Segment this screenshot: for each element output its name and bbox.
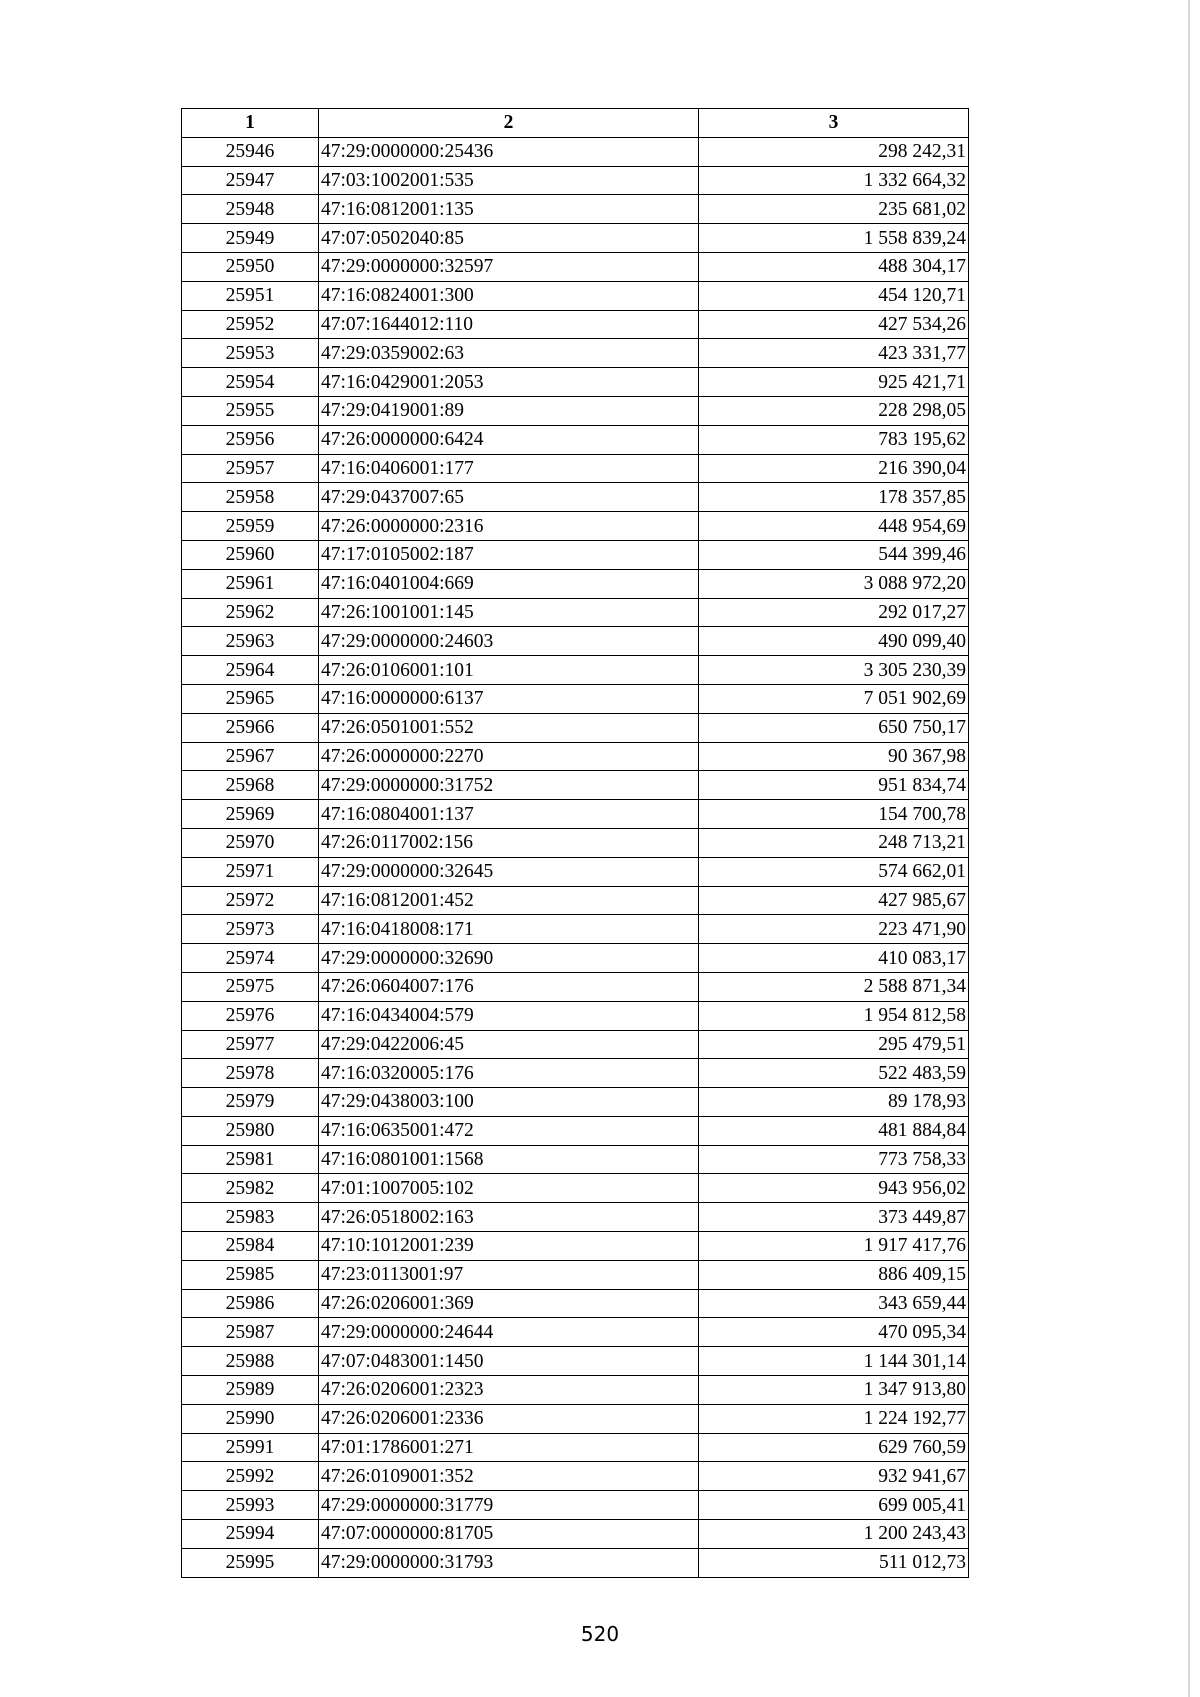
cadastral-number-cell: 47:10:1012001:239 (319, 1232, 699, 1261)
table-row (182, 310, 969, 339)
row-number-cell: 25973 (182, 915, 319, 944)
value-cell: 423 331,77 (699, 339, 969, 368)
row-number-cell: 25965 (182, 684, 319, 713)
row-number-cell: 25979 (182, 1088, 319, 1117)
table-body (182, 137, 969, 1577)
table-row (182, 1001, 969, 1030)
value-cell: 925 421,71 (699, 368, 969, 397)
table-row (182, 1376, 969, 1405)
cadastral-number-cell: 47:29:0000000:31793 (319, 1548, 699, 1577)
row-number-cell: 25974 (182, 944, 319, 973)
row-number-cell: 25957 (182, 454, 319, 483)
value-cell: 373 449,87 (699, 1203, 969, 1232)
row-number-cell: 25972 (182, 886, 319, 915)
value-cell: 292 017,27 (699, 598, 969, 627)
table-row (182, 224, 969, 253)
cadastral-number-cell: 47:29:0000000:24603 (319, 627, 699, 656)
row-number-cell: 25956 (182, 425, 319, 454)
cadastral-number-cell: 47:26:0206001:2336 (319, 1404, 699, 1433)
row-number-cell: 25980 (182, 1116, 319, 1145)
cadastral-number-cell: 47:16:0320005:176 (319, 1059, 699, 1088)
table-row (182, 1116, 969, 1145)
row-number-cell: 25978 (182, 1059, 319, 1088)
table-row (182, 771, 969, 800)
table-header (182, 109, 969, 138)
cadastral-number-cell: 47:16:0429001:2053 (319, 368, 699, 397)
table-row (182, 656, 969, 685)
row-number-cell: 25991 (182, 1433, 319, 1462)
row-number-cell: 25959 (182, 512, 319, 541)
value-cell: 3 088 972,20 (699, 569, 969, 598)
value-cell: 1 332 664,32 (699, 166, 969, 195)
value-cell: 481 884,84 (699, 1116, 969, 1145)
row-number-cell: 25951 (182, 281, 319, 310)
cadastral-number-cell: 47:03:1002001:535 (319, 166, 699, 195)
row-number-cell: 25950 (182, 252, 319, 281)
value-cell: 427 534,26 (699, 310, 969, 339)
cadastral-number-cell: 47:16:0804001:137 (319, 800, 699, 829)
row-number-cell: 25962 (182, 598, 319, 627)
row-number-cell: 25976 (182, 1001, 319, 1030)
value-cell: 223 471,90 (699, 915, 969, 944)
row-number-cell: 25983 (182, 1203, 319, 1232)
row-number-cell: 25989 (182, 1376, 319, 1405)
table-row (182, 857, 969, 886)
value-cell: 1 558 839,24 (699, 224, 969, 253)
row-number-cell: 25977 (182, 1030, 319, 1059)
cadastral-number-cell: 47:29:0359002:63 (319, 339, 699, 368)
table-row (182, 713, 969, 742)
column-header-2: 2 (319, 109, 699, 138)
table-row (182, 1030, 969, 1059)
value-cell: 427 985,67 (699, 886, 969, 915)
row-number-cell: 25993 (182, 1491, 319, 1520)
table-row (182, 1491, 969, 1520)
value-cell: 699 005,41 (699, 1491, 969, 1520)
table-row (182, 1548, 969, 1577)
cadastral-number-cell: 47:29:0000000:24644 (319, 1318, 699, 1347)
row-number-cell: 25960 (182, 540, 319, 569)
page-number: 520 (580, 1622, 620, 1646)
row-number-cell: 25992 (182, 1462, 319, 1491)
value-cell: 343 659,44 (699, 1289, 969, 1318)
cadastral-number-cell: 47:29:0000000:32645 (319, 857, 699, 886)
cadastral-number-cell: 47:26:0106001:101 (319, 656, 699, 685)
row-number-cell: 25969 (182, 800, 319, 829)
cadastral-number-cell: 47:07:1644012:110 (319, 310, 699, 339)
table-row (182, 1347, 969, 1376)
row-number-cell: 25946 (182, 137, 319, 166)
table-row (182, 944, 969, 973)
header-row (182, 109, 969, 138)
row-number-cell: 25971 (182, 857, 319, 886)
cadastral-number-cell: 47:07:0502040:85 (319, 224, 699, 253)
cadastral-number-cell: 47:17:0105002:187 (319, 540, 699, 569)
cadastral-number-cell: 47:16:0406001:177 (319, 454, 699, 483)
row-number-cell: 25970 (182, 828, 319, 857)
row-number-cell: 25963 (182, 627, 319, 656)
table-row (182, 828, 969, 857)
value-cell: 629 760,59 (699, 1433, 969, 1462)
table-row (182, 1174, 969, 1203)
value-cell: 454 120,71 (699, 281, 969, 310)
data-table (181, 108, 969, 1578)
table-row (182, 800, 969, 829)
value-cell: 2 588 871,34 (699, 972, 969, 1001)
table-row (182, 252, 969, 281)
row-number-cell: 25990 (182, 1404, 319, 1433)
value-cell: 248 713,21 (699, 828, 969, 857)
value-cell: 522 483,59 (699, 1059, 969, 1088)
cadastral-number-cell: 47:26:0000000:2316 (319, 512, 699, 541)
value-cell: 1 954 812,58 (699, 1001, 969, 1030)
cadastral-number-cell: 47:26:0117002:156 (319, 828, 699, 857)
cadastral-number-cell: 47:16:0000000:6137 (319, 684, 699, 713)
cadastral-number-cell: 47:16:0812001:135 (319, 195, 699, 224)
value-cell: 228 298,05 (699, 396, 969, 425)
value-cell: 178 357,85 (699, 483, 969, 512)
row-number-cell: 25985 (182, 1260, 319, 1289)
table-row (182, 1088, 969, 1117)
value-cell: 943 956,02 (699, 1174, 969, 1203)
value-cell: 650 750,17 (699, 713, 969, 742)
value-cell: 3 305 230,39 (699, 656, 969, 685)
row-number-cell: 25994 (182, 1520, 319, 1549)
value-cell: 490 099,40 (699, 627, 969, 656)
table-row (182, 972, 969, 1001)
cadastral-number-cell: 47:26:0206001:369 (319, 1289, 699, 1318)
row-number-cell: 25954 (182, 368, 319, 397)
table-row (182, 454, 969, 483)
value-cell: 511 012,73 (699, 1548, 969, 1577)
table-row (182, 137, 969, 166)
table-row (182, 886, 969, 915)
value-cell: 783 195,62 (699, 425, 969, 454)
table-row (182, 1059, 969, 1088)
cadastral-number-cell: 47:16:0824001:300 (319, 281, 699, 310)
table-row (182, 742, 969, 771)
value-cell: 90 367,98 (699, 742, 969, 771)
table-row (182, 396, 969, 425)
value-cell: 544 399,46 (699, 540, 969, 569)
row-number-cell: 25986 (182, 1289, 319, 1318)
value-cell: 773 758,33 (699, 1145, 969, 1174)
table-row (182, 512, 969, 541)
cadastral-number-cell: 47:26:0000000:2270 (319, 742, 699, 771)
table-row (182, 569, 969, 598)
table-row (182, 1433, 969, 1462)
value-cell: 932 941,67 (699, 1462, 969, 1491)
table-row (182, 339, 969, 368)
cadastral-number-cell: 47:23:0113001:97 (319, 1260, 699, 1289)
page-edge (1188, 0, 1190, 1697)
value-cell: 448 954,69 (699, 512, 969, 541)
table-row (182, 1289, 969, 1318)
row-number-cell: 25949 (182, 224, 319, 253)
value-cell: 574 662,01 (699, 857, 969, 886)
table-row (182, 425, 969, 454)
value-cell: 295 479,51 (699, 1030, 969, 1059)
cadastral-number-cell: 47:29:0419001:89 (319, 396, 699, 425)
cadastral-number-cell: 47:16:0418008:171 (319, 915, 699, 944)
value-cell: 298 242,31 (699, 137, 969, 166)
row-number-cell: 25987 (182, 1318, 319, 1347)
value-cell: 470 095,34 (699, 1318, 969, 1347)
cadastral-number-cell: 47:29:0437007:65 (319, 483, 699, 512)
row-number-cell: 25966 (182, 713, 319, 742)
table-row (182, 281, 969, 310)
table-row (182, 195, 969, 224)
value-cell: 1 917 417,76 (699, 1232, 969, 1261)
table-row (182, 598, 969, 627)
row-number-cell: 25968 (182, 771, 319, 800)
cadastral-number-cell: 47:26:0109001:352 (319, 1462, 699, 1491)
value-cell: 7 051 902,69 (699, 684, 969, 713)
cadastral-number-cell: 47:16:0635001:472 (319, 1116, 699, 1145)
table-row (182, 915, 969, 944)
table-row (182, 483, 969, 512)
table-row (182, 368, 969, 397)
value-cell: 488 304,17 (699, 252, 969, 281)
table-row (182, 1232, 969, 1261)
column-header-1: 1 (182, 109, 319, 138)
cadastral-number-cell: 47:01:1007005:102 (319, 1174, 699, 1203)
table-row (182, 1404, 969, 1433)
cadastral-number-cell: 47:07:0483001:1450 (319, 1347, 699, 1376)
cadastral-number-cell: 47:29:0000000:31752 (319, 771, 699, 800)
row-number-cell: 25955 (182, 396, 319, 425)
row-number-cell: 25981 (182, 1145, 319, 1174)
row-number-cell: 25967 (182, 742, 319, 771)
cadastral-number-cell: 47:07:0000000:81705 (319, 1520, 699, 1549)
table-row (182, 627, 969, 656)
value-cell: 951 834,74 (699, 771, 969, 800)
value-cell: 410 083,17 (699, 944, 969, 973)
row-number-cell: 25964 (182, 656, 319, 685)
value-cell: 1 224 192,77 (699, 1404, 969, 1433)
cadastral-number-cell: 47:29:0422006:45 (319, 1030, 699, 1059)
table-row (182, 540, 969, 569)
row-number-cell: 25984 (182, 1232, 319, 1261)
row-number-cell: 25995 (182, 1548, 319, 1577)
table-row (182, 684, 969, 713)
column-header-3: 3 (699, 109, 969, 138)
cadastral-number-cell: 47:29:0000000:32690 (319, 944, 699, 973)
table-row (182, 1462, 969, 1491)
table-row (182, 1203, 969, 1232)
value-cell: 154 700,78 (699, 800, 969, 829)
table-row (182, 1520, 969, 1549)
cadastral-number-cell: 47:01:1786001:271 (319, 1433, 699, 1462)
cadastral-number-cell: 47:29:0000000:32597 (319, 252, 699, 281)
cadastral-number-cell: 47:16:0812001:452 (319, 886, 699, 915)
cadastral-number-cell: 47:16:0801001:1568 (319, 1145, 699, 1174)
row-number-cell: 25982 (182, 1174, 319, 1203)
cadastral-number-cell: 47:16:0401004:669 (319, 569, 699, 598)
table-row (182, 1145, 969, 1174)
cadastral-number-cell: 47:29:0438003:100 (319, 1088, 699, 1117)
row-number-cell: 25975 (182, 972, 319, 1001)
value-cell: 886 409,15 (699, 1260, 969, 1289)
value-cell: 216 390,04 (699, 454, 969, 483)
cadastral-number-cell: 47:26:0604007:176 (319, 972, 699, 1001)
cadastral-number-cell: 47:29:0000000:31779 (319, 1491, 699, 1520)
cadastral-number-cell: 47:26:0000000:6424 (319, 425, 699, 454)
table-row (182, 1318, 969, 1347)
row-number-cell: 25948 (182, 195, 319, 224)
row-number-cell: 25953 (182, 339, 319, 368)
row-number-cell: 25947 (182, 166, 319, 195)
table-row (182, 1260, 969, 1289)
cadastral-number-cell: 47:26:0501001:552 (319, 713, 699, 742)
table-row (182, 166, 969, 195)
row-number-cell: 25958 (182, 483, 319, 512)
row-number-cell: 25961 (182, 569, 319, 598)
value-cell: 1 144 301,14 (699, 1347, 969, 1376)
value-cell: 1 200 243,43 (699, 1520, 969, 1549)
value-cell: 1 347 913,80 (699, 1376, 969, 1405)
row-number-cell: 25952 (182, 310, 319, 339)
value-cell: 235 681,02 (699, 195, 969, 224)
cadastral-number-cell: 47:26:1001001:145 (319, 598, 699, 627)
row-number-cell: 25988 (182, 1347, 319, 1376)
value-cell: 89 178,93 (699, 1088, 969, 1117)
cadastral-number-cell: 47:29:0000000:25436 (319, 137, 699, 166)
cadastral-number-cell: 47:26:0518002:163 (319, 1203, 699, 1232)
cadastral-number-cell: 47:26:0206001:2323 (319, 1376, 699, 1405)
cadastral-number-cell: 47:16:0434004:579 (319, 1001, 699, 1030)
